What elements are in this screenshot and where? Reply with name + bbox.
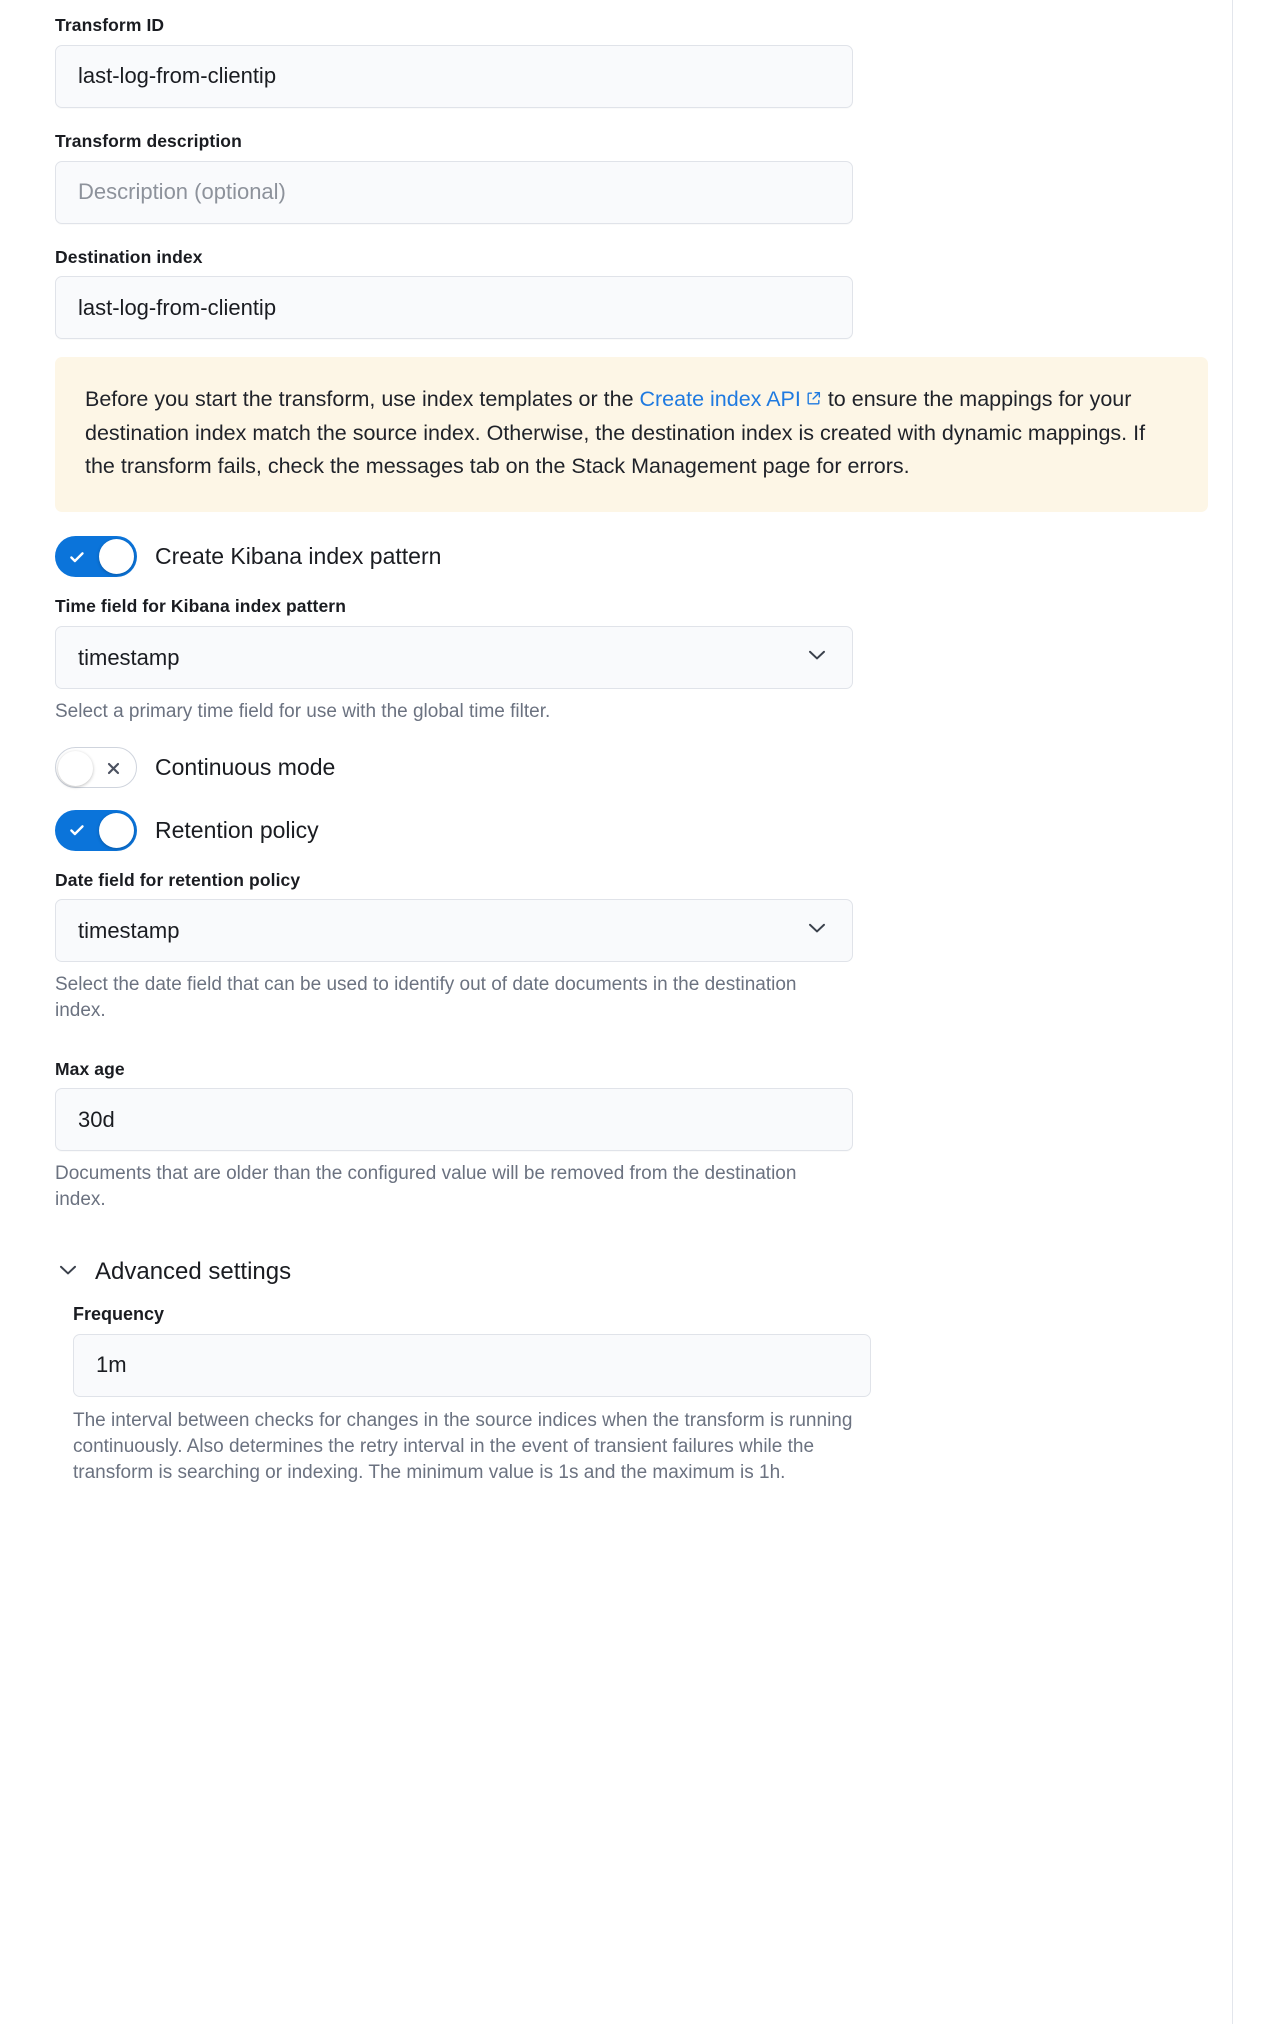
continuous-mode-row[interactable] [55,747,1180,788]
time-field-select[interactable] [55,626,853,689]
transform-id-label: Transform ID [55,15,165,35]
cross-icon [93,748,133,789]
frequency-helper: The interval between checks for changes in the source indices when the transform is running continuously. Also determines the retry interval in the event of transient failures while the transform is searching or indexing. The minimum value is 1s and the maximum is 1h. [73,1409,853,1484]
check-icon [57,810,97,851]
transform-id-field [55,14,1180,108]
date-field-helper: Select the date field that can be used to identify out of date documents in the destination index. [55,974,797,1022]
toggle-knob [58,751,93,786]
time-field-label: Time field for Kibana index pattern [55,596,347,617]
frequency-input[interactable]: 1m [73,1334,871,1397]
chevron-down-icon [804,915,830,947]
destination-index-label: Destination index [55,246,203,267]
max-age-block [55,1058,1180,1213]
time-field-block [55,595,1180,724]
transform-description-input[interactable]: Description (optional) [55,161,853,224]
time-field-value: timestamp [78,644,180,670]
retention-policy-toggle[interactable] [55,810,137,851]
panel-divider [1232,0,1233,2024]
create-kibana-index-pattern-row[interactable] [55,536,1180,577]
destination-index-field [55,246,1180,340]
index-mapping-callout [55,357,1208,512]
transform-id-input[interactable]: last-log-from-clientip [55,45,853,108]
destination-index-input[interactable]: last-log-from-clientip [55,276,853,339]
callout-text-before: Before you start the transform, use index templates or the [85,387,640,412]
toggle-knob [99,813,134,848]
create-kibana-index-pattern-toggle[interactable] [55,536,137,577]
advanced-settings-label: Advanced settings [95,1258,292,1286]
time-field-helper: Select a primary time field for use with the global time filter. [55,701,551,723]
max-age-input[interactable]: 30d [55,1088,853,1151]
date-field-block [55,869,1180,1024]
check-icon [57,536,97,577]
external-link-icon [805,384,822,417]
create-kibana-index-pattern-label: Create Kibana index pattern [155,543,442,570]
callout-text-after: to ensure the mappings for your destination index match the source index. Otherwise, the destination index is created with dynamic mappings. If the transform fails, check the messages tab on the Stack Management page for errors. [85,387,1146,478]
date-field-select[interactable] [55,899,853,962]
chevron-down-icon [55,1257,81,1288]
create-index-api-link[interactable]: Create index API [639,387,801,412]
chevron-down-icon [804,642,830,674]
transform-description-label: Transform description [55,130,242,151]
max-age-helper: Documents that are older than the configured value will be removed from the destination index. [55,1163,797,1211]
date-field-value: timestamp [78,917,180,943]
advanced-settings-body [55,1304,1180,1487]
retention-policy-label: Retention policy [155,816,319,843]
date-field-label: Date field for retention policy [55,869,301,890]
continuous-mode-label: Continuous mode [155,753,336,780]
toggle-knob [99,539,134,574]
frequency-label: Frequency [73,1303,165,1324]
transform-description-field [55,130,1180,224]
max-age-label: Max age [55,1058,125,1079]
advanced-settings-toggle[interactable] [55,1257,1180,1288]
continuous-mode-toggle[interactable] [55,747,137,788]
retention-policy-row[interactable] [55,810,1180,851]
